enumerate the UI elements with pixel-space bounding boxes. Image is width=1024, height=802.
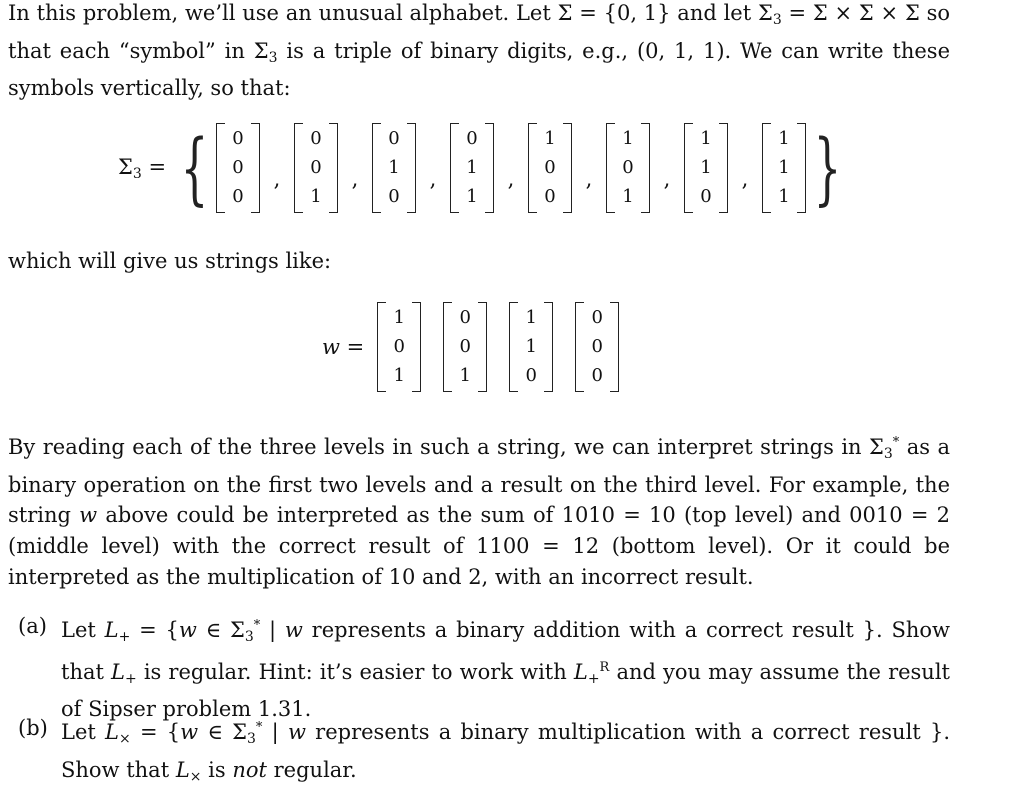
part-b — [18, 713, 950, 792]
binary-digit: 0 — [393, 336, 405, 357]
binary-digit: 1 — [525, 336, 537, 357]
binary-digit: 1 — [310, 186, 322, 207]
sigma3-label: $\Sigma_3$ = — [118, 154, 167, 182]
binary-digit: 1 — [466, 157, 478, 178]
sigma3-symbol-4 — [447, 123, 497, 213]
close-brace: } — [813, 122, 842, 214]
comma-separator: , — [663, 167, 671, 191]
comma-separator: , — [507, 167, 515, 191]
binary-digit: 0 — [388, 128, 400, 149]
binary-digit: 1 — [525, 307, 537, 328]
open-brace: { — [180, 122, 209, 214]
binary-digit: 0 — [232, 186, 244, 207]
binary-digit: 1 — [622, 128, 634, 149]
binary-digit: 0 — [310, 157, 322, 178]
binary-digit: 1 — [700, 128, 712, 149]
binary-digit: 0 — [591, 307, 603, 328]
binary-digit: 1 — [459, 365, 471, 386]
comma-separator: , — [351, 167, 359, 191]
sigma3-symbol-3 — [369, 123, 419, 213]
w-column-3 — [506, 302, 556, 392]
binary-digit: 1 — [778, 186, 790, 207]
part-b-label: (b) — [18, 716, 48, 740]
w-column-4 — [572, 302, 622, 392]
comma-separator: , — [273, 167, 281, 191]
binary-digit: 0 — [310, 128, 322, 149]
w-column-list — [374, 302, 622, 392]
binary-digit: 0 — [544, 157, 556, 178]
binary-digit: 0 — [388, 186, 400, 207]
binary-digit: 0 — [700, 186, 712, 207]
reading-paragraph: By reading each of the three levels in such a string, we can interpret strings in $\Sigma_3^*$ as a binary operation on the first two levels and a result on the third level. For example, the string w above could be interpreted as the sum of 1010 = 10 (top level) and 0010 = 2 (middle level) with the correct result of 1100 = 12 (bottom level). Or it could be interpreted as the multiplication of 10 and 2, with an incorrect result. — [8, 435, 950, 589]
comma-separator: , — [741, 167, 749, 191]
strings-intro: which will give us strings like: — [8, 249, 332, 273]
binary-digit: 1 — [544, 128, 556, 149]
sigma3-set-display — [118, 123, 846, 213]
binary-digit: 0 — [466, 128, 478, 149]
sigma3-symbol-5 — [525, 123, 575, 213]
w-column-1 — [374, 302, 424, 392]
intro-paragraph: In this problem, we’ll use an unusual alphabet. Let Σ = {0, 1} and let $\Sigma_3 = \Sigma \times \Sigma \times \Sigma$ so that each “symbol” in $\Sigma_3$ is a triple of binary digits, e.g., (0, 1, 1). We can write these symbols vertically, so that: — [8, 1, 951, 101]
comma-separator: , — [585, 167, 593, 191]
binary-digit: 0 — [459, 336, 471, 357]
comma-separator: , — [429, 167, 437, 191]
sigma3-symbol-7 — [681, 123, 731, 213]
binary-digit: 0 — [591, 336, 603, 357]
part-a — [18, 611, 950, 725]
part-a-text: Let $L_+ = \{w$ ∈ $\Sigma_3^*$ | w represents a binary addition with a correct result }. Show that $L_+$ is regular. Hint: it’s easier to work with $L_+^R$ and you may assume the result of Sipser problem 1.31. — [61, 618, 950, 722]
binary-digit: 0 — [232, 157, 244, 178]
sigma3-symbol-6 — [603, 123, 653, 213]
w-string-display — [322, 302, 622, 392]
sigma3-symbol-2 — [291, 123, 341, 213]
binary-digit: 1 — [393, 307, 405, 328]
binary-digit: 0 — [232, 128, 244, 149]
binary-digit: 1 — [778, 157, 790, 178]
part-a-label: (a) — [18, 614, 47, 638]
binary-digit: 1 — [700, 157, 712, 178]
w-column-2 — [440, 302, 490, 392]
binary-digit: 0 — [525, 365, 537, 386]
sigma3-symbol-8 — [759, 123, 809, 213]
sigma3-symbol-list — [213, 123, 809, 213]
binary-digit: 1 — [388, 157, 400, 178]
w-label: w = — [322, 335, 365, 359]
part-b-text: Let $L_\times = \{w$ ∈ $\Sigma_3^*$ | w represents a binary multiplication with a correct result }. Show that $L_\times$ is not regular. — [61, 720, 950, 785]
binary-digit: 1 — [393, 365, 405, 386]
binary-digit: 0 — [459, 307, 471, 328]
binary-digit: 1 — [778, 128, 790, 149]
binary-digit: 0 — [622, 157, 634, 178]
binary-digit: 0 — [591, 365, 603, 386]
sigma3-symbol-1 — [213, 123, 263, 213]
binary-digit: 0 — [544, 186, 556, 207]
binary-digit: 1 — [466, 186, 478, 207]
binary-digit: 1 — [622, 186, 634, 207]
